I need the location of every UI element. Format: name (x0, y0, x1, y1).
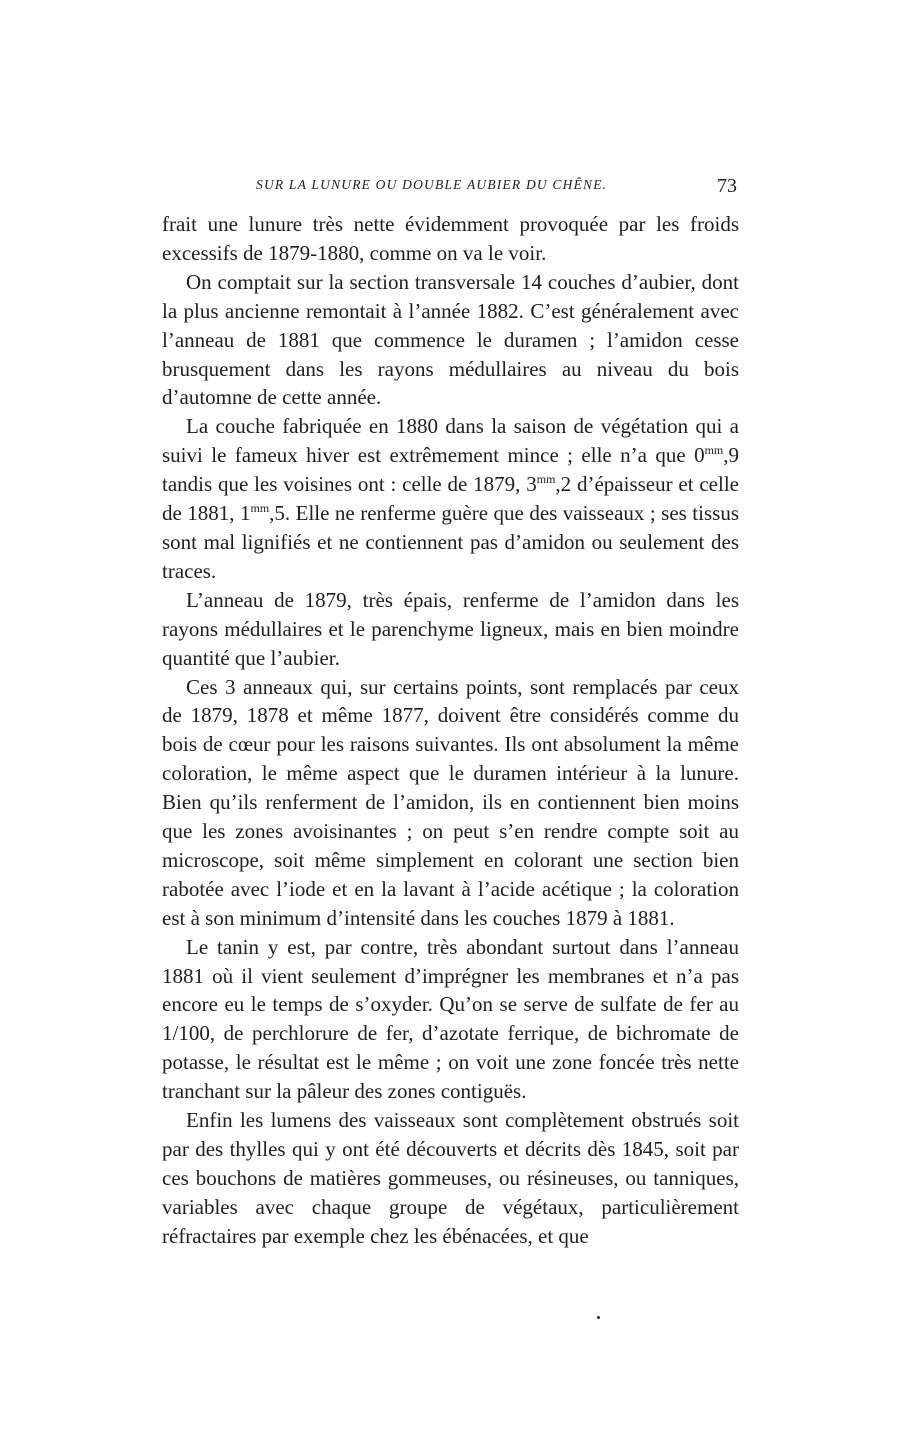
paragraph-text: frait une lunure très nette évidemment provoquée par les froids excessifs de 1879-1880, comme on va le voir. (162, 212, 739, 265)
running-head (162, 177, 739, 201)
paragraph (162, 1106, 739, 1251)
running-title: SUR LA LUNURE OU DOUBLE AUBIER DU CHÊNE. (256, 177, 608, 192)
page-number: 73 (717, 175, 737, 197)
paragraph-text: ,2 d’épaisseur et celle de 1881, 1 (162, 472, 739, 526)
paragraph-text: ,9 tandis que les voisines ont : celle de 1879, 3 (162, 443, 739, 497)
paragraph-text: On comptait sur la section transversale 14 couches d’aubier, dont la plus ancienne remontait à l’année 1882. C’est généralement avec l’anneau de 1881 que commence le duramen ; l’amidon cesse brusquement dans les rayons médullaires au niveau du bois d’automne de cette année. (162, 269, 739, 410)
paragraph-text: Le tanin y est, par contre, très abondant surtout dans l’anneau 1881 où il vient seulement d’imprégner les membranes et n’a pas encore eu le temps de s’oxyder. Qu’on se serve de sulfate de fer au 1/100, de perchlorure de fer, d’azotate ferrique, de bichromate de potasse, le résultat est le même ; on voit une zone foncée très nette tranchant sur la pâleur des zones contiguës. (162, 934, 739, 1104)
paragraph (162, 412, 739, 585)
paragraph (162, 673, 739, 933)
paragraph (162, 210, 739, 268)
paragraph-text: L’anneau de 1879, très épais, renferme de l’amidon dans les rayons médullaires et le parenchyme ligneux, mais en bien moindre quantité que l’aubier. (162, 587, 739, 670)
unit-superscript: mm (250, 501, 270, 516)
paragraph-text: ,5. Elle ne renferme guère que des vaisseaux ; ses tissus sont mal lignifiés et ne contiennent pas d’amidon ou seulement des traces. (162, 501, 739, 583)
body-text (162, 210, 739, 1251)
paragraph-text: La couche fabriquée en 1880 dans la saison de végétation qui a suivi le fameux hiver est extrêmement mince ; elle n’a que 0 (162, 414, 739, 468)
paragraph (162, 268, 739, 413)
unit-superscript: mm (536, 472, 556, 487)
paragraph-text: Enfin les lumens des vaisseaux sont complètement obstrués soit par des thylles qui y ont été découverts et décrits dès 1845, soit par ces bouchons de matières gommeuses, ou résineuses, ou tanniques, variables avec chaque groupe de végétaux, particulièrement réfractaires par exemple chez les ébénacées, et que (162, 1108, 739, 1248)
print-speck (597, 1316, 600, 1319)
paragraph (162, 933, 739, 1106)
unit-superscript: mm (704, 443, 724, 458)
paragraph-text: Ces 3 anneaux qui, sur certains points, sont remplacés par ceux de 1879, 1878 et même 1877, doivent être considérés comme du bois de cœur pour les raisons suivantes. Ils ont absolument la même coloration, le même aspect que le duramen intérieur à la lunure. Bien qu’ils renferment de l’amidon, ils en contiennent bien moins que les zones avoisinantes ; on peut s’en rendre compte soit au microscope, soit même simplement en colorant une section bien rabotée avec l’iode et en la lavant à l’acide acétique ; la coloration est à son minimum d’intensité dans les couches 1879 à 1881. (162, 674, 739, 930)
paragraph (162, 586, 739, 673)
